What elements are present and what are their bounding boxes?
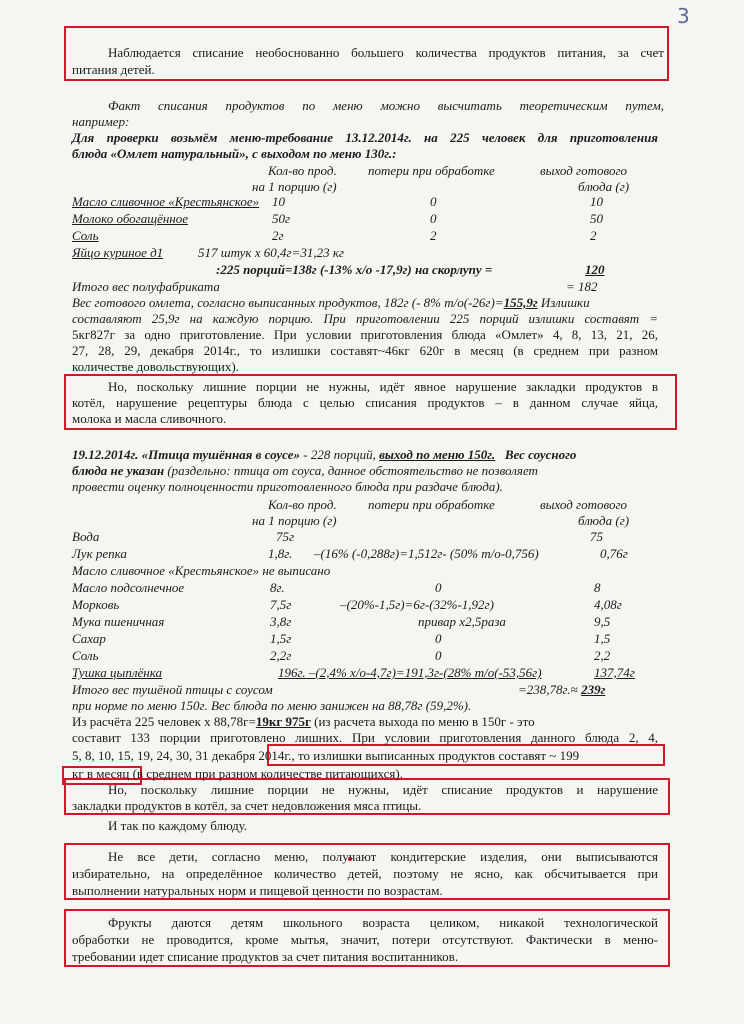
bird-total-label: Итого вес тушёной птицы с соусом bbox=[72, 682, 273, 697]
bird-row-butter-note: Масло сливочное «Крестьянское» не выписано bbox=[72, 563, 331, 578]
omelet-row-butter-qty: 10 bbox=[272, 194, 285, 209]
omelet-row-salt-loss: 2 bbox=[430, 228, 437, 243]
bird-row-salt-qty: 2,2г bbox=[270, 648, 292, 663]
bird-calc-line-3: 5, 8, 10, 15, 19, 24, 30, 31 декабря 2014г., то излишки выписанных продуктов составят ~ 199 bbox=[72, 748, 580, 763]
bird-row-salt-out: 2,2 bbox=[594, 648, 611, 663]
bird-row-chicken-calc: 196г. –(2,4% х/о-4,7г)=191,3г-(28% т/о(-53,56г) bbox=[278, 665, 542, 680]
bird-row-oil-name: Масло подсолнечное bbox=[72, 580, 185, 595]
omelet-heading-1: Для проверки возьмём меню-требование 13.12.2014г. на 225 человек для приготовления bbox=[72, 130, 658, 145]
bird-row-flour-qty: 3,8г bbox=[270, 614, 292, 629]
omelet-col-out-2: блюда (г) bbox=[578, 179, 630, 194]
omelet-row-butter-loss: 0 bbox=[430, 194, 437, 209]
bird-calc-line-1: Из расчёта 225 человек х 88,78г=19кг 975г (из расчета выхода по меню в 150г - это bbox=[72, 714, 535, 729]
omelet-egg-calc: 517 штук х 60,4г=31,23 кг bbox=[198, 245, 344, 260]
omelet-row-butter-out: 10 bbox=[590, 194, 603, 209]
bird-col-loss: потери при обработке bbox=[368, 497, 495, 512]
bird-row-water-name: Вода bbox=[72, 529, 100, 544]
omelet-egg-line-2: :225 порций=138г (-13% х/о -17,9г) на скорлупу = bbox=[216, 262, 493, 277]
bird-row-flour-loss: привар х2,5раза bbox=[418, 614, 506, 629]
omelet-weight-line-3: 5кг827г за одно приготовление. При условии приготовления блюда «Омлет» 4, 8, 13, 21, 26, bbox=[72, 327, 658, 342]
omelet-row-milk-out: 50 bbox=[590, 211, 603, 226]
bird-row-onion-out: 0,76г bbox=[600, 546, 628, 561]
omelet-violation-line-3: молока и масла сливочного. bbox=[72, 411, 227, 426]
bird-row-carrot-loss: –(20%-1,5г)=6г-(32%-1,92г) bbox=[340, 597, 494, 612]
bird-row-sugar-name: Сахар bbox=[72, 631, 106, 646]
omelet-weight-line-1: Вес готового омлета, согласно выписанных продуктов, 182г (- 8% т/о(-26г)=155,9г Излишки bbox=[72, 295, 590, 310]
bird-row-onion-loss: –(16% (-0,288г)=1,512г- (50% т/о-0,756) bbox=[314, 546, 539, 561]
bird-row-salt-name: Соль bbox=[72, 648, 99, 663]
bird-row-oil-loss: 0 bbox=[435, 580, 442, 595]
omelet-col-qty-2: на 1 порцию (г) bbox=[252, 179, 337, 194]
bird-norm-line: при норме по меню 150г. Вес блюда по меню занижен на 88,78г (59,2%). bbox=[72, 698, 472, 713]
omelet-total-value: = 182 bbox=[566, 279, 598, 294]
omelet-row-butter-name: Масло сливочное «Крестьянское» bbox=[72, 194, 260, 209]
omelet-row-milk-qty: 50г bbox=[272, 211, 291, 226]
bird-row-carrot-qty: 7,5г bbox=[270, 597, 292, 612]
omelet-row-milk-name: Молоко обогащённое bbox=[72, 211, 189, 226]
omelet-weight-line-5: количестве довольствующих). bbox=[72, 359, 239, 374]
omelet-egg-name: Яйцо куриное д1 bbox=[72, 245, 164, 260]
bird-total-value: =238,78г.≈ 239г bbox=[518, 682, 606, 697]
omelet-col-loss: потери при обработке bbox=[368, 163, 495, 178]
bird-row-chicken-name: Тушка цыплёнка bbox=[72, 665, 162, 680]
bird-calc-line-4: кг в месяц (в среднем при разном количестве питающихся). bbox=[72, 766, 403, 781]
omelet-heading-2: блюда «Омлет натуральный», с выходом по меню 130г.: bbox=[72, 146, 397, 161]
method-line-1: Факт списания продуктов по меню можно высчитать теоретическим путем, bbox=[108, 98, 664, 113]
bird-row-water-out: 75 bbox=[590, 529, 603, 544]
page-number: 3 bbox=[677, 4, 690, 28]
bird-row-carrot-out: 4,08г bbox=[594, 597, 622, 612]
bird-row-oil-qty: 8г. bbox=[270, 580, 285, 595]
bird-row-salt-loss: 0 bbox=[435, 648, 442, 663]
bird-col-out-2: блюда (г) bbox=[578, 513, 630, 528]
bird-row-flour-name: Мука пшеничная bbox=[72, 614, 165, 629]
sweets-line-1: Не все дети, согласно меню, получают кондитерские изделия, они выписываются bbox=[108, 849, 658, 864]
omelet-violation-line-1: Но, поскольку лишние порции не нужны, идёт явное нарушение закладки продуктов в bbox=[108, 379, 658, 394]
bird-row-sugar-qty: 1,5г bbox=[270, 631, 292, 646]
omelet-row-salt-qty: 2г bbox=[272, 228, 284, 243]
omelet-col-out-1: выход готового bbox=[540, 163, 628, 178]
bird-col-out-1: выход готового bbox=[540, 497, 628, 512]
omelet-weight-line-4: 27, 28, 29, декабря 2014г., то излишки составят~46кг 620г в месяц (в среднем при разном bbox=[72, 343, 658, 358]
intro-line-1: Наблюдается списание необоснованно большего количества продуктов питания, за счет bbox=[108, 45, 664, 60]
bird-heading-3: провести оценку полноценности приготовленного блюда при раздаче блюда). bbox=[72, 479, 503, 494]
bird-heading-2: блюда не указан (раздельно: птица от соуса, данное обстоятельство не позволяет bbox=[72, 463, 538, 478]
intro-line-2: питания детей. bbox=[72, 62, 155, 77]
omelet-total-label: Итого вес полуфабриката bbox=[72, 279, 220, 294]
bird-row-chicken-out: 137,74г bbox=[594, 665, 635, 680]
bird-row-sugar-out: 1,5 bbox=[594, 631, 611, 646]
fruits-line-2: обработки не проводится, кроме мытья, значит, потери отсутствуют. Фактически в меню- bbox=[72, 932, 658, 947]
bird-row-carrot-name: Морковь bbox=[72, 597, 120, 612]
bird-row-onion-name: Лук репка bbox=[72, 546, 127, 561]
omelet-row-milk-loss: 0 bbox=[430, 211, 437, 226]
sweets-line-3: выполнении натуральных норм и пищевой ценности по возрастам. bbox=[72, 883, 443, 898]
fruits-line-3: требовании идет списание продуктов за счет питания воспитанников. bbox=[72, 949, 459, 964]
bird-heading-1: 19.12.2014г. «Птица тушённая в соусе» - 228 порций, выход по меню 150г. Вес соусного bbox=[72, 447, 577, 462]
omelet-row-salt-name: Соль bbox=[72, 228, 99, 243]
bird-row-water-qty: 75г bbox=[276, 529, 295, 544]
bird-row-onion-qty: 1,8г. bbox=[268, 546, 293, 561]
omelet-weight-line-2: составляют 25,9г на каждую порцию. При приготовлении 225 порций излишки составят = bbox=[72, 311, 658, 326]
bird-violation-line-1: Но, поскольку лишние порции не нужны, идёт списание продуктов и нарушение bbox=[108, 782, 658, 797]
bird-calc-line-2: составит 133 порции приготовлено лишних. При условии приготовления данного блюда 2, 4, bbox=[72, 730, 658, 745]
bird-violation-line-2: закладки продуктов в котёл, за счет недовложения мяса птицы. bbox=[72, 798, 422, 813]
bird-row-oil-out: 8 bbox=[594, 580, 601, 595]
bird-row-flour-out: 9,5 bbox=[594, 614, 611, 629]
method-line-2: например: bbox=[72, 114, 130, 129]
fruits-line-1: Фрукты даются детям школьного возраста целиком, никакой технологической bbox=[108, 915, 658, 930]
every-dish-line: И так по каждому блюду. bbox=[108, 818, 248, 833]
bird-row-sugar-loss: 0 bbox=[435, 631, 442, 646]
omelet-col-qty-1: Кол-во прод. bbox=[268, 163, 337, 178]
omelet-row-salt-out: 2 bbox=[590, 228, 597, 243]
bird-col-qty-2: на 1 порцию (г) bbox=[252, 513, 337, 528]
omelet-egg-value: 120 bbox=[585, 262, 605, 277]
bird-col-qty-1: Кол-во прод. bbox=[268, 497, 337, 512]
omelet-violation-line-2: котёл, нарушение рецептуры блюда с целью списания продуктов – в данном случае яйца, bbox=[72, 395, 658, 410]
sweets-line-2: избирательно, на определённое количество детей, поэтому не ясно, как обсчитывается при bbox=[72, 866, 658, 881]
